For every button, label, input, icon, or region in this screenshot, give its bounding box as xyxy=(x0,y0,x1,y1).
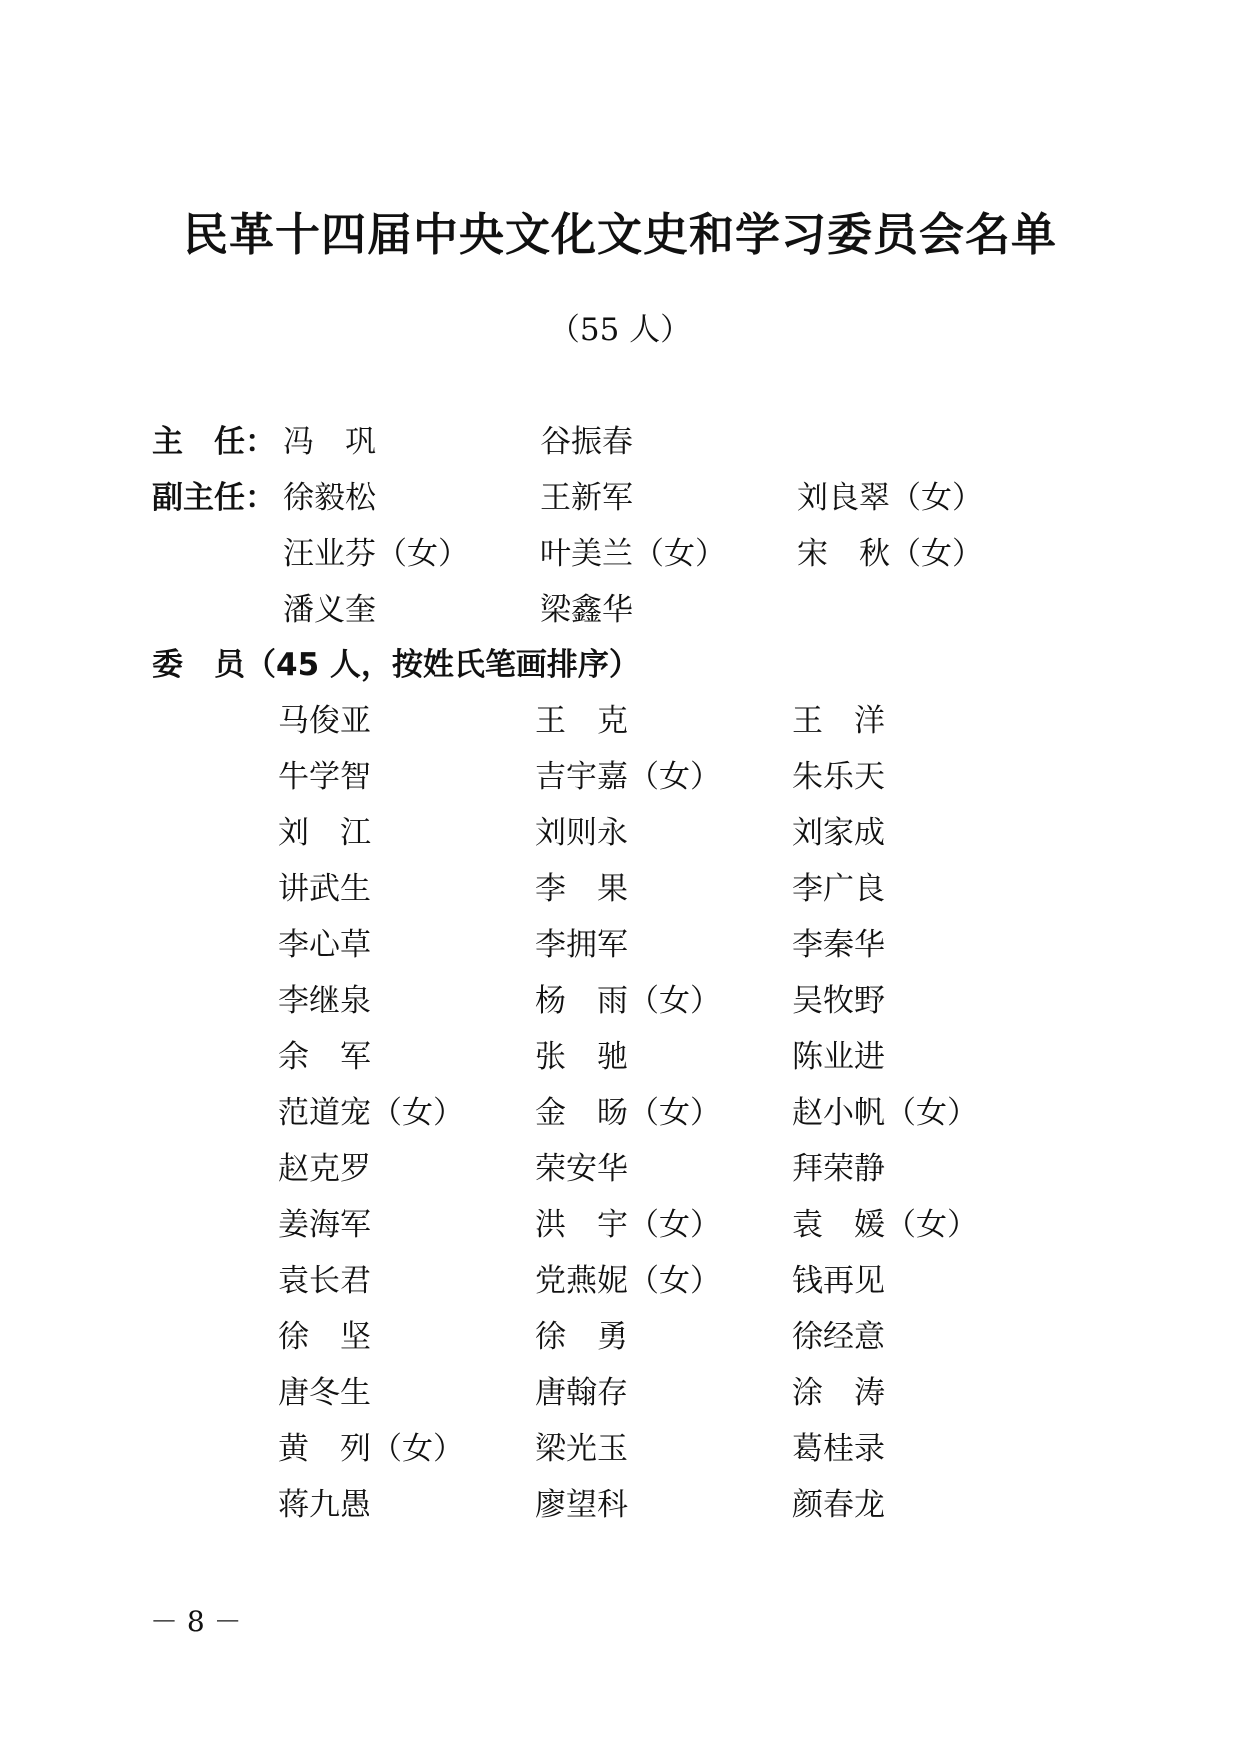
director-name: 谷振春 xyxy=(540,424,633,460)
deputy-name: 刘良翠（女） xyxy=(797,480,983,516)
member-name: 袁长君 xyxy=(278,1263,371,1299)
deputy-name: 徐毅松 xyxy=(283,480,376,516)
member-name: 李 果 xyxy=(535,871,628,907)
member-name: 朱乐天 xyxy=(792,759,885,795)
member-name: 王 洋 xyxy=(792,703,885,739)
member-name: 梁光玉 xyxy=(535,1431,628,1467)
member-name: 李广良 xyxy=(792,871,885,907)
member-name: 徐 勇 xyxy=(535,1319,628,1355)
member-name: 荣安华 xyxy=(535,1151,628,1187)
member-name: 余 军 xyxy=(278,1039,371,1075)
member-name: 陈业进 xyxy=(792,1039,885,1075)
member-name: 杨 雨（女） xyxy=(535,983,721,1019)
document-title: 民革十四届中央文化文史和学习委员会名单 xyxy=(182,208,1057,261)
member-name: 王 克 xyxy=(535,703,628,739)
member-name: 徐经意 xyxy=(792,1319,885,1355)
page-number: － 8 － xyxy=(150,1605,242,1638)
member-name: 蒋九愚 xyxy=(278,1487,371,1523)
member-name: 钱再见 xyxy=(792,1263,885,1299)
member-name: 葛桂录 xyxy=(792,1431,885,1467)
member-name: 刘则永 xyxy=(535,815,628,851)
member-name: 金 旸（女） xyxy=(535,1095,721,1131)
deputy-name: 潘义奎 xyxy=(283,592,376,628)
member-name: 涂 涛 xyxy=(792,1375,885,1411)
member-name: 唐翰存 xyxy=(535,1375,628,1411)
member-name: 李秦华 xyxy=(792,927,885,963)
member-name: 吴牧野 xyxy=(792,983,885,1019)
member-name: 黄 列（女） xyxy=(278,1431,464,1467)
member-name: 唐冬生 xyxy=(278,1375,371,1411)
member-name: 吉宇嘉（女） xyxy=(535,759,721,795)
member-name: 李拥军 xyxy=(535,927,628,963)
member-name: 马俊亚 xyxy=(278,703,371,739)
member-name: 党燕妮（女） xyxy=(535,1263,721,1299)
member-name: 赵克罗 xyxy=(278,1151,371,1187)
member-name: 李心草 xyxy=(278,927,371,963)
member-name: 牛学智 xyxy=(278,759,371,795)
director-name: 冯 巩 xyxy=(283,424,376,460)
deputy-name: 叶美兰（女） xyxy=(540,536,726,572)
member-name: 范道宠（女） xyxy=(278,1095,464,1131)
member-name: 洪 宇（女） xyxy=(535,1207,721,1243)
member-name: 李继泉 xyxy=(278,983,371,1019)
deputy-name: 汪业芬（女） xyxy=(283,536,469,572)
member-name: 徐 坚 xyxy=(278,1319,371,1355)
deputy-label: 副主任： xyxy=(152,480,276,516)
member-name: 廖望科 xyxy=(535,1487,628,1523)
deputy-name: 王新军 xyxy=(540,480,633,516)
member-count: （55 人） xyxy=(548,312,692,348)
member-name: 赵小帆（女） xyxy=(792,1095,978,1131)
director-label: 主 任： xyxy=(152,424,276,460)
member-name: 刘 江 xyxy=(278,815,371,851)
member-name: 刘家成 xyxy=(792,815,885,851)
member-name: 拜荣静 xyxy=(792,1151,885,1187)
member-name: 袁 媛（女） xyxy=(792,1207,978,1243)
member-name: 张 驰 xyxy=(535,1039,628,1075)
member-name: 姜海军 xyxy=(278,1207,371,1243)
deputy-name: 梁鑫华 xyxy=(540,592,633,628)
member-name: 讲武生 xyxy=(278,871,371,907)
member-name: 颜春龙 xyxy=(792,1487,885,1523)
members-label: 委 员（45 人，按姓氏笔画排序） xyxy=(152,647,640,683)
deputy-name: 宋 秋（女） xyxy=(797,536,983,572)
